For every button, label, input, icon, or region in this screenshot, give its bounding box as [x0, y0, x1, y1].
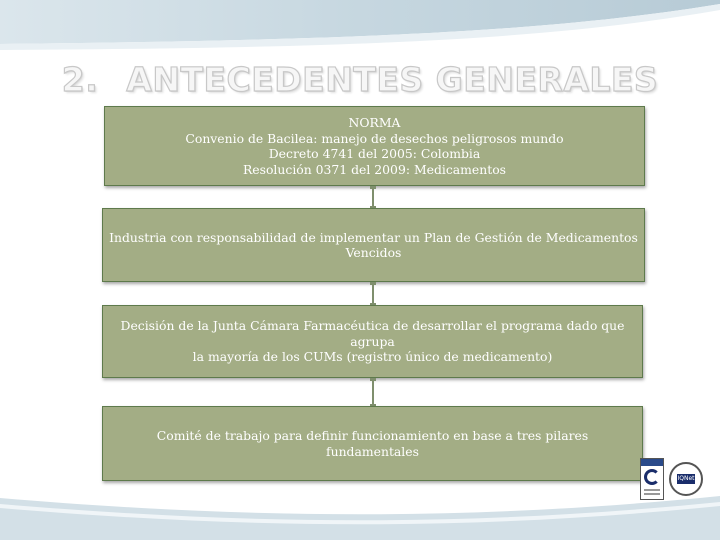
flow-box-industria-line-1: Industria con responsabilidad de implementar un Plan de Gestión de Medicamentos — [109, 229, 638, 245]
slide-title — [0, 60, 720, 99]
flow-box-decision-line-2: la mayoría de los CUMs (registro único de medicamento) — [192, 349, 553, 365]
flow-box-decision — [102, 305, 643, 378]
title-text: ANTECEDENTES GENERALES — [126, 60, 659, 99]
title-number: 2. — [61, 60, 99, 99]
flow-box-norma-line-1: NORMA — [348, 115, 401, 130]
certification-logo — [640, 458, 664, 500]
flow-connector-3 — [372, 379, 374, 406]
iqnet-seal — [669, 462, 703, 496]
flow-box-comite-line-1: Comité de trabajo para definir funcionamiento en base a tres pilares fundamentales — [156, 428, 589, 459]
iqnet-seal-text: IQNet — [677, 475, 695, 482]
certification-logo-band — [641, 459, 663, 466]
flow-connector-1 — [372, 187, 374, 208]
certification-logo-mark — [644, 469, 660, 485]
flow-box-comite — [102, 406, 643, 481]
flow-box-industria-line-2: Vencidos — [345, 245, 402, 260]
flow-box-norma — [104, 106, 645, 186]
flow-box-decision-line-1: Decisión de la Junta Cámara Farmacéutica de desarrollar el programa dado que agrupa — [120, 318, 625, 349]
flow-box-norma-line-3: Decreto 4741 del 2005: Colombia — [268, 146, 481, 161]
flow-box-industria — [102, 208, 645, 282]
flow-box-norma-line-2: Convenio de Bacilea: manejo de desechos peligrosos mundo — [185, 130, 564, 146]
certification-logo-lines — [644, 489, 660, 491]
flow-connector-2 — [372, 283, 374, 305]
flow-box-norma-line-4: Resolución 0371 del 2009: Medicamentos — [242, 161, 507, 177]
